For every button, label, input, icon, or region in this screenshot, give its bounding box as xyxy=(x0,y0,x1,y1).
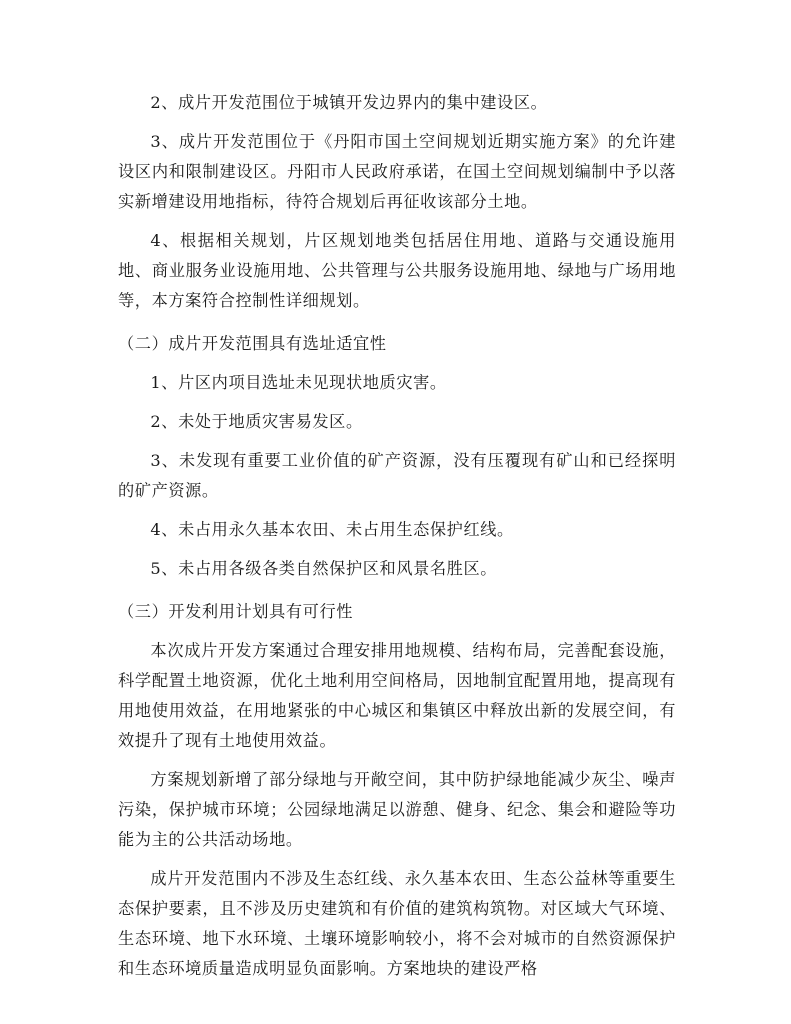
paragraph-item-2: 2、成片开发范围位于城镇开发边界内的集中建设区。 xyxy=(150,93,548,112)
feasibility-paragraph-3: 成片开发范围内不涉及生态红线、永久基本农田、生态公益林等重要生态保护要素，且不涉及历史建筑和有价值的建筑构筑物。对区域大气环境、生态环境、地下水环境、土壤环境影响较小，将不会对城市的自然资源保护和生态环境质量造成明显负面影响。方案地块的建设严格 xyxy=(118,869,676,978)
site-item-3: 3、未发现有重要工业价值的矿产资源，没有压覆现有矿山和已经探明的矿产资源。 xyxy=(118,451,676,500)
document-body xyxy=(118,88,676,984)
section-heading-2: （二）成片开发范围具有选址适宜性 xyxy=(118,334,387,353)
site-item-2: 2、未处于地质灾害易发区。 xyxy=(150,412,363,431)
site-item-4: 4、未占用永久基本农田、未占用生态保护红线。 xyxy=(150,520,514,539)
feasibility-paragraph-1: 本次成片开发方案通过合理安排用地规模、结构布局，完善配套设施，科学配置土地资源，优化土地利用空间格局，因地制宜配置用地，提高现有用地使用效益，在用地紧张的中心城区和集镇区中释放出新的发展空间，有效提升了现有土地使用效益。 xyxy=(118,641,676,750)
site-item-1: 1、片区内项目选址未见现状地质灾害。 xyxy=(150,373,447,392)
paragraph-item-3: 3、成片开发范围位于《丹阳市国土空间规划近期实施方案》的允许建设区内和限制建设区。丹阳市人民政府承诺，在国土空间规划编制中予以落实新增建设用地指标，待符合规划后再征收该部分土地。 xyxy=(118,132,676,211)
paragraph-item-4: 4、根据相关规划，片区规划地类包括居住用地、道路与交通设施用地、商业服务业设施用地、公共管理与公共服务设施用地、绿地与广场用地等，本方案符合控制性详细规划。 xyxy=(118,231,676,310)
site-item-5: 5、未占用各级各类自然保护区和风景名胜区。 xyxy=(150,559,498,578)
section-heading-3: （三）开发利用计划具有可行性 xyxy=(118,602,354,621)
feasibility-paragraph-2: 方案规划新增了部分绿地与开敞空间，其中防护绿地能减少灰尘、噪声污染，保护城市环境；公园绿地满足以游憩、健身、纪念、集会和避险等功能为主的公共活动场地。 xyxy=(118,770,676,849)
